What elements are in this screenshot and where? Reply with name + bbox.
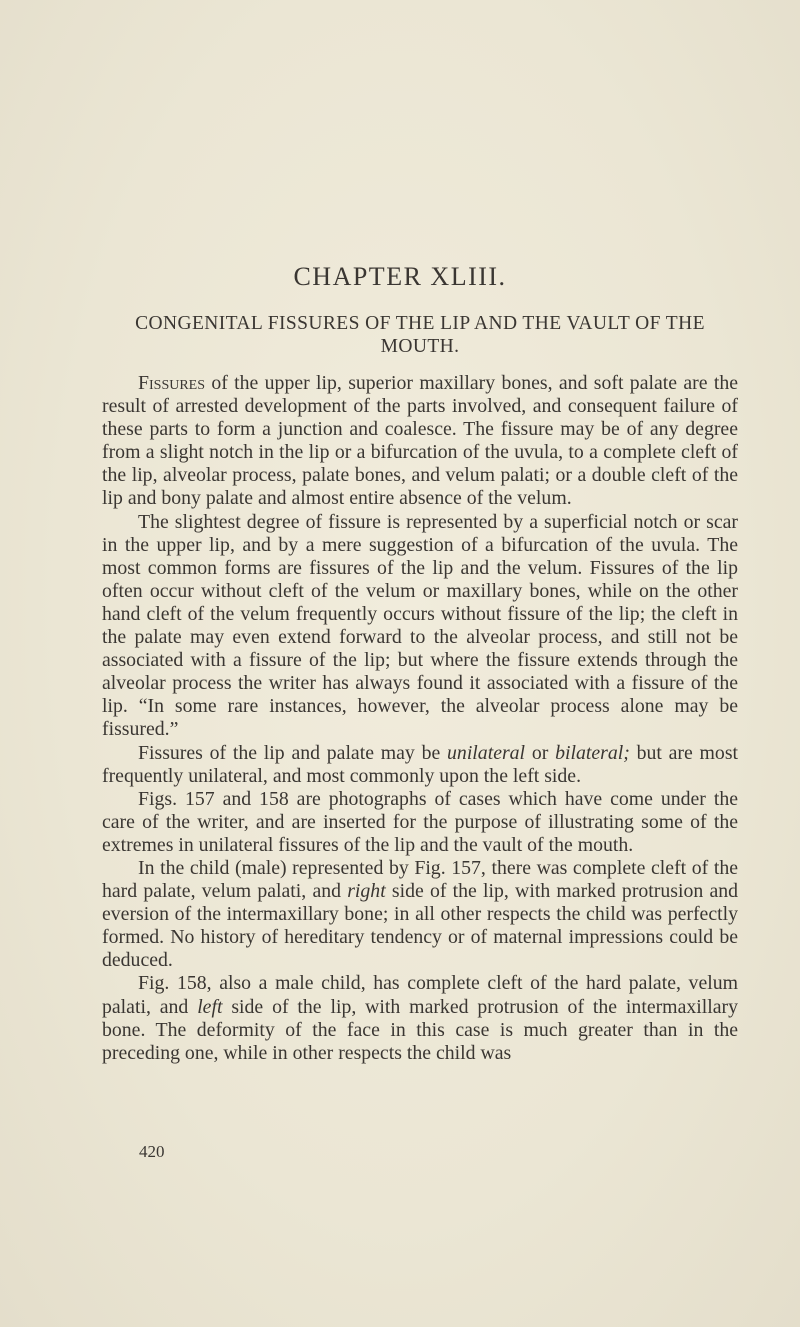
paragraph-lead: Fissures [138,372,206,394]
body-text [102,372,738,1065]
emphasis-bilateral: bilateral; [555,741,630,764]
emphasis-right: right [347,880,386,903]
section-title: CONGENITAL FISSURES OF THE LIP AND THE VAULT OF THE MOUTH. [135,313,705,357]
paragraph-6: Fig. 158, also a male child, has complete cleft of the hard palate, velum palati, and left side of the lip, with marked protrusion of the intermaxillary bone. The deformity of the face in this case is much greater than in the preceding one, while in other respects the child was [102,972,738,1064]
paragraph-1: Fissures of the upper lip, superior maxillary bones, and soft palate are the result of arrested development of the parts involved, and consequent failure of these parts to form a junction and coalesce. The fissure may be of any degree from a slight notch in the lip or a bifurcation of the uvula, to a complete cleft of the lip, alveolar process, palate bones, and velum palati; or a double cleft of the lip and bony palate and almost entire absence of the velum. [102,372,738,510]
emphasis-left: left [197,995,223,1018]
emphasis-unilateral: unilateral [447,741,526,764]
paragraph-4: Figs. 157 and 158 are photographs of cases which have come under the care of the writer, and are inserted for the purpose of illustrating some of the extremes in unilateral fissures of the lip and the vault of the mouth. [102,787,738,856]
chapter-heading: CHAPTER XLIII. [293,262,507,291]
paragraph-3: Fissures of the lip and palate may be unilateral or bilateral; but are most frequently unilateral, and most commonly upon the left side. [102,741,739,787]
paragraph-2: The slightest degree of fissure is represented by a superficial notch or scar in the upper lip, and by a mere suggestion of a bifurcation of the uvula. The most common forms are fissures of the lip and the velum. Fissures of the lip often occur without cleft of the velum or maxillary bones, while on the other hand cleft of the velum frequently occurs without fissure of the lip; the cleft in the palate may even extend forward to the alveolar process, and still not be associated with a fissure of the lip; but where the fissure extends through the alveolar process the writer has always found it associated with a fissure of the lip. “In some rare instances, however, the alveolar process alone may be fissured.” [102,510,738,741]
paragraph-5: In the child (male) represented by Fig. 157, there was complete cleft of the hard palate, velum palati, and right side of the lip, with marked protrusion and eversion of the intermaxillary bone; in all other respects the child was perfectly formed. No history of hereditary tendency or of maternal impressions could be deduced. [102,856,739,972]
page-number: 420 [139,1142,165,1161]
